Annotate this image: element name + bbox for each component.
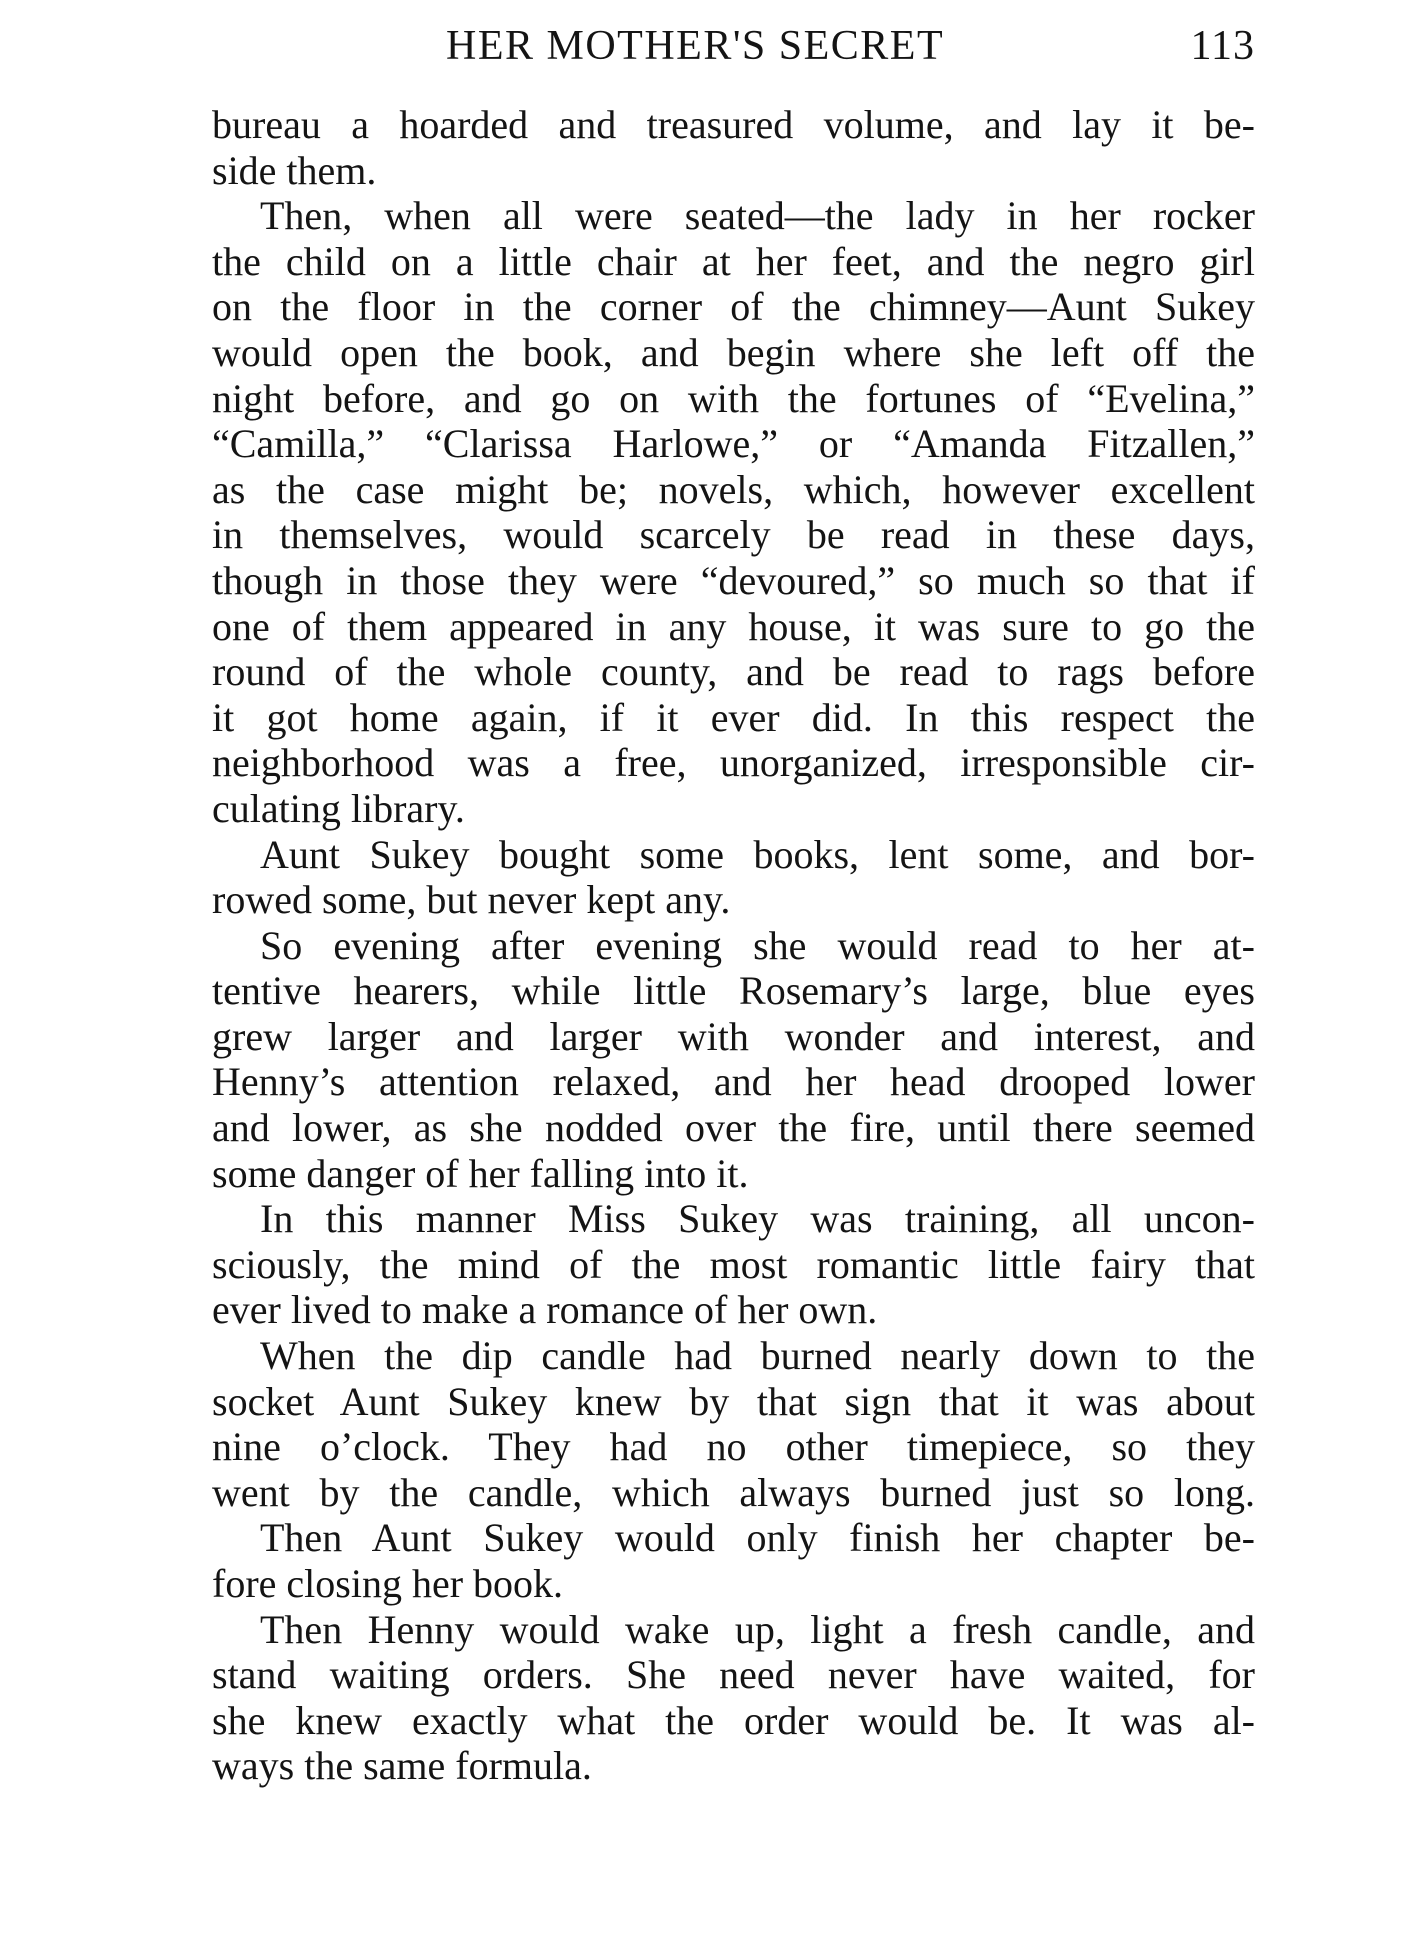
text-line: sciously, the mind of the most romantic little fairy that: [212, 1241, 1255, 1287]
running-head: [210, 22, 1255, 72]
paragraph-first-line: Then Henny would wake up, light a fresh candle, and: [260, 1606, 1255, 1652]
paragraph-first-line: So evening after evening she would read to her at-: [260, 922, 1255, 968]
text-line: Henny’s attention relaxed, and her head drooped lower: [212, 1059, 1255, 1105]
paragraph-first-line: Then, when all were seated—the lady in her rocker: [260, 193, 1255, 239]
text-line: fore closing her book.: [212, 1561, 564, 1606]
text-line: nine o’clock. They had no other timepiece, so they: [212, 1424, 1255, 1470]
text-line: in themselves, would scarcely be read in these days,: [212, 512, 1255, 558]
text-line: she knew exactly what the order would be. It was al-: [212, 1697, 1255, 1743]
text-line: socket Aunt Sukey knew by that sign that it was about: [212, 1378, 1255, 1424]
page-number: 113: [1190, 23, 1255, 69]
text-line: some danger of her falling into it.: [212, 1150, 749, 1196]
text-line: went by the candle, which always burned just so long.: [212, 1469, 1255, 1515]
paragraph-first-line: Aunt Sukey bought some books, lent some, and bor-: [260, 831, 1255, 877]
text-line: ever lived to make a romance of her own.: [212, 1287, 878, 1333]
text-line: the child on a little chair at her feet, and the negro girl: [212, 238, 1255, 284]
text-line: “Camilla,” “Clarissa Harlowe,” or “Amanda Fitzallen,”: [212, 421, 1255, 467]
text-line: on the floor in the corner of the chimney—Aunt Sukey: [212, 284, 1255, 330]
running-title: HER MOTHER'S SECRET: [446, 23, 945, 69]
text-line: one of them appeared in any house, it was sure to go the: [212, 603, 1255, 649]
text-line: tentive hearers, while little Rosemary’s large, blue eyes: [212, 968, 1255, 1014]
text-line: grew larger and larger with wonder and interest, and: [212, 1013, 1255, 1059]
text-line: though in those they were “devoured,” so much so that if: [212, 557, 1255, 603]
text-line: and lower, as she nodded over the fire, until there seemed: [212, 1105, 1255, 1151]
text-line: culating library.: [212, 785, 465, 831]
paragraph-first-line: When the dip candle had burned nearly down to the: [260, 1333, 1255, 1379]
text-line: bureau a hoarded and treasured volume, and lay it be-: [212, 102, 1255, 147]
text-line: stand waiting orders. She need never have waited, for: [212, 1652, 1255, 1698]
text-line: night before, and go on with the fortunes of “Evelina,”: [212, 375, 1255, 421]
text-line: it got home again, if it ever did. In this respect the: [212, 694, 1255, 740]
body-text: [212, 102, 1255, 1789]
text-line: side them.: [212, 147, 377, 193]
text-line: neighborhood was a free, unorganized, irresponsible cir-: [212, 740, 1255, 786]
paragraph-first-line: Then Aunt Sukey would only finish her chapter be-: [260, 1515, 1255, 1561]
text-line: rowed some, but never kept any.: [212, 877, 731, 923]
text-line: as the case might be; novels, which, however excellent: [212, 466, 1255, 512]
text-line: ways the same formula.: [212, 1743, 592, 1789]
paragraph-first-line: In this manner Miss Sukey was training, all uncon-: [260, 1196, 1255, 1242]
text-line: would open the book, and begin where she left off the: [212, 329, 1255, 375]
text-line: round of the whole county, and be read to rags before: [212, 649, 1255, 695]
